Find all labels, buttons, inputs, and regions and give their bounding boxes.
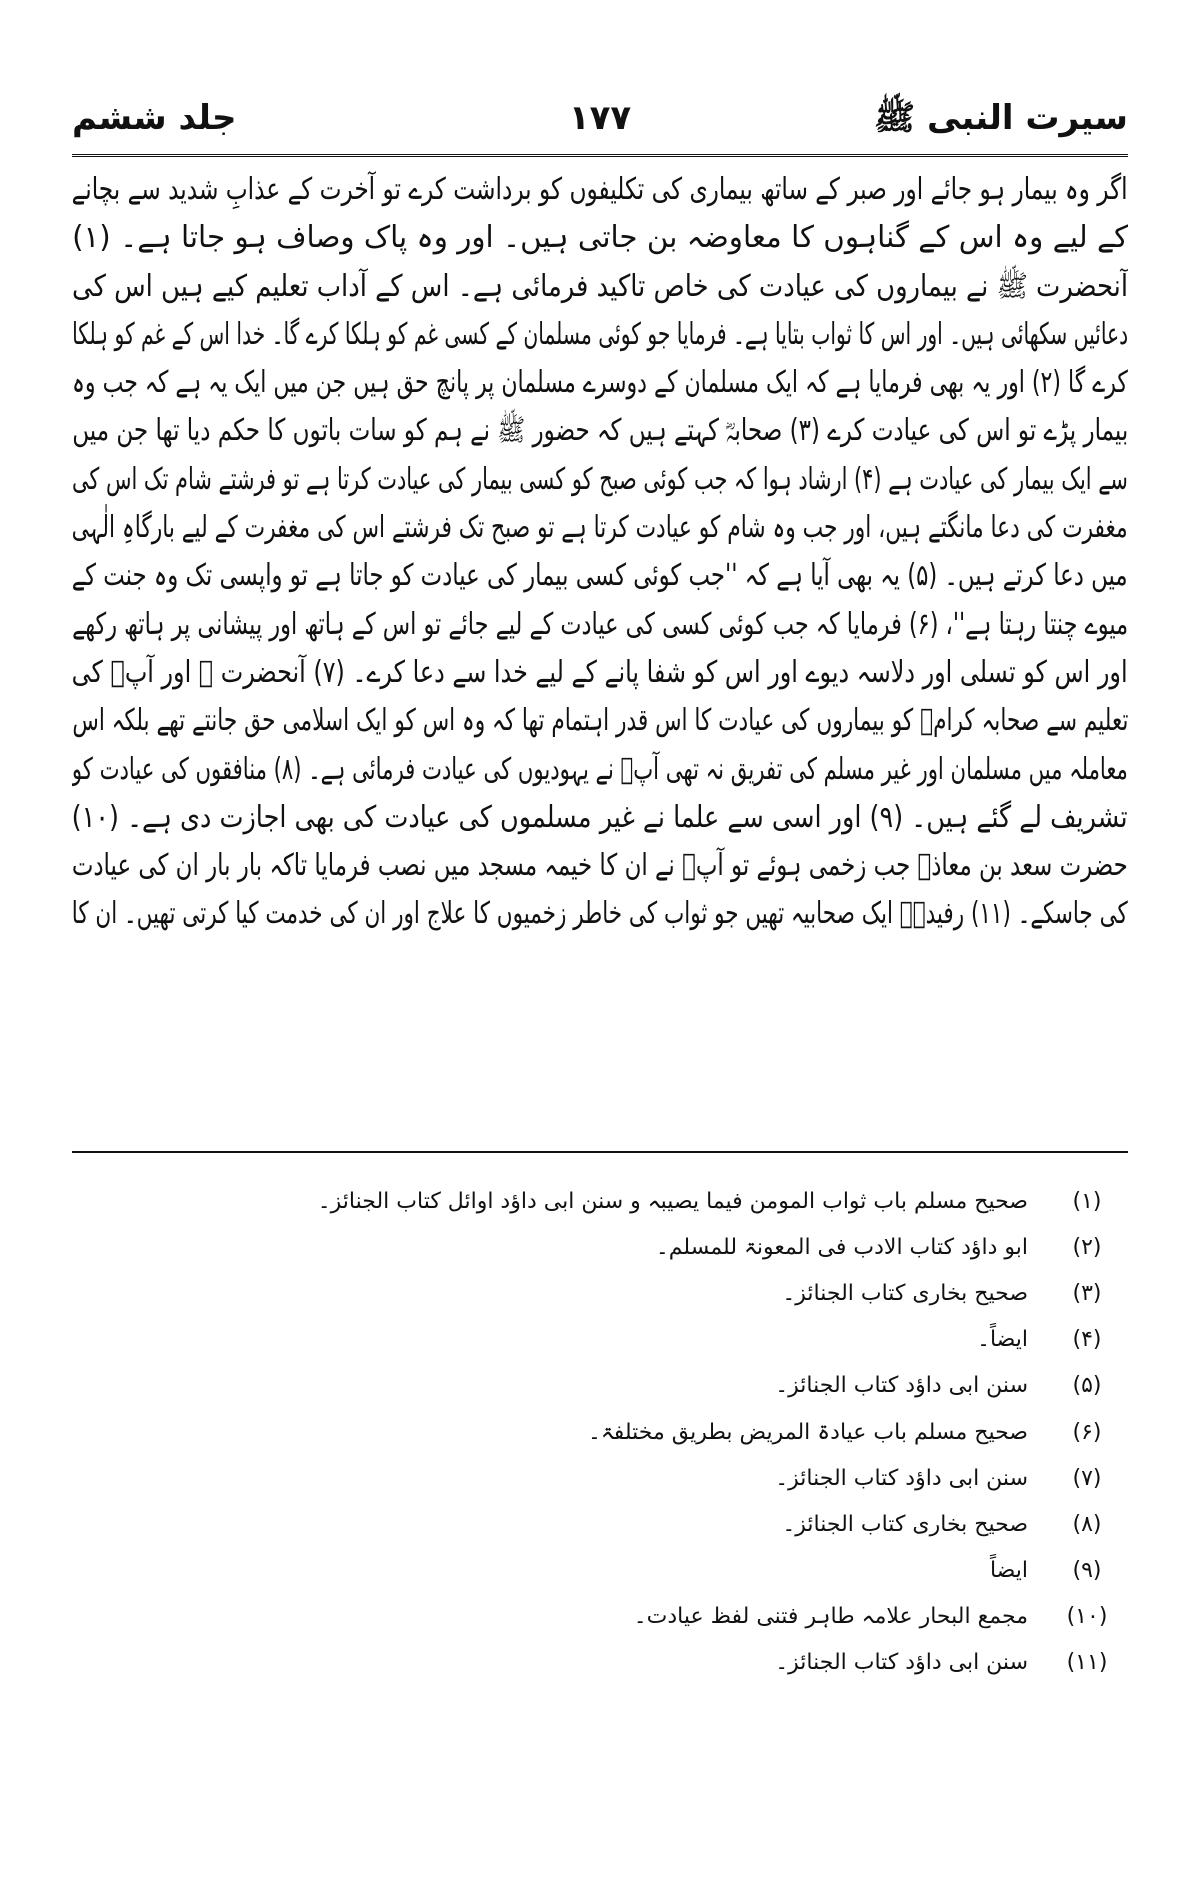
footnote-text: ایضاً۔: [977, 1327, 1028, 1353]
text-line: کی جاسکے۔ (۱۱) رفیدہؓ ایک صحابیہ تھیں جو ثواب کی خاطر زخمیوں کا علاج اور ان کی خدمت کیا کرتی تھیں۔ ان کا: [72, 896, 1128, 932]
paragraph-2: [72, 263, 1128, 843]
text-line: سے ایک بیمار کی عیادت ہے (۴) ارشاد ہوا کہ جب کوئی صبح کو کسی بیمار کی عیادت کرتا ہے تو فرشتے شام تک اس کی: [72, 461, 1128, 497]
footnote-item: [72, 1363, 1128, 1409]
footnote-item: [72, 1455, 1128, 1501]
footnote-text: سنن ابی داؤد کتاب الجنائز۔: [775, 1373, 1028, 1399]
footnote-item: [72, 1270, 1128, 1316]
text-line: اگر وہ بیمار ہو جائے اور صبر کے ساتھ بیماری کی تکلیفوں کو برداشت کرے تو آخرت کے عذابِ شدید سے بچانے: [72, 172, 1128, 207]
footnote-number: (۵): [1072, 1373, 1102, 1399]
footnote-item: [72, 1178, 1128, 1224]
footnote-text: صحیح بخاری کتاب الجنائز۔: [782, 1511, 1028, 1537]
footnotes: [72, 1178, 1128, 1686]
text-line: معاملہ میں مسلمان اور غیر مسلم کی تفریق نہ تھی آپؐ نے یہودیوں کی عیادت فرمائی ہے۔ (۸) منافقوں کی عیادت کو: [72, 751, 1128, 787]
footnote-text: صحیح مسلم باب عیادۃ المریض بطریق مختلفۃ۔: [587, 1419, 1028, 1445]
footnote-item: [72, 1317, 1128, 1363]
paragraph-1: [72, 166, 1128, 263]
footnote-number: (۴): [1072, 1327, 1102, 1353]
footnote-number: (۱۰): [1066, 1604, 1108, 1630]
footnote-text: صحیح بخاری کتاب الجنائز۔: [782, 1280, 1028, 1306]
text-line: تشریف لے گئے ہیں۔ (۹) اور اسی سے علما نے غیر مسلموں کی عیادت کی بھی اجازت دی ہے۔ (۱۰): [72, 799, 1128, 835]
text-line: دعائیں سکھائی ہیں۔ اور اس کا ثواب بتایا ہے۔ فرمایا جو کوئی مسلمان کے کسی غم کو ہلکا کرے گا۔ خدا اس کے غم کو ہلکا: [72, 316, 1128, 352]
footnote-text: صحیح مسلم باب ثواب المومن فیما یصیبہ و سنن ابی داؤد اوائل کتاب الجنائز۔: [317, 1188, 1028, 1214]
text-line: بیمار پڑے تو اس کی عیادت کرے (۳) صحابہؓ کہتے ہیں کہ حضور ﷺ نے ہم کو سات باتوں کا حکم دیا تھا جن میں: [72, 413, 1128, 449]
footnote-text: ابو داؤد کتاب الادب فی المعونۃ للمسلم۔: [655, 1234, 1028, 1260]
footnote-text: سنن ابی داؤد کتاب الجنائز۔: [775, 1465, 1028, 1491]
footnote-text: سنن ابی داؤد کتاب الجنائز۔: [775, 1650, 1028, 1676]
footnote-item: [72, 1594, 1128, 1640]
header-rule: [72, 154, 1128, 157]
footnote-number: (۷): [1072, 1465, 1102, 1491]
footnote-separator: [72, 1151, 1128, 1153]
book-title: سیرت النبی ﷺ: [874, 98, 1128, 138]
footnote-number: (۱): [1072, 1188, 1102, 1214]
footnote-number: (۱۱): [1066, 1650, 1108, 1676]
text-line: اور اس کو تسلی اور دلاسہ دیوے اور اس کو شفا پانے کے لیے خدا سے دعا کرے۔ (۷) آنحضرت ﷺ اور آپؐ کی: [72, 654, 1128, 690]
text-line: کرے گا (۲) اور یہ بھی فرمایا ہے کہ ایک مسلمان کے دوسرے مسلمان پر پانچ حق ہیں جن میں ایک یہ ہے کہ جب وہ: [72, 365, 1128, 401]
text-line: آنحضرت ﷺ نے بیماروں کی عیادت کی خاص تاکید فرمائی ہے۔ اس کے آداب تعلیم کیے ہیں اس کی: [72, 268, 1128, 304]
footnote-number: (۸): [1072, 1511, 1102, 1537]
footnote-item: [72, 1640, 1128, 1686]
footnote-item: [72, 1224, 1128, 1270]
footnote-text: مجمع البحار علامہ طاہر فتنی لفظ عیادت۔: [633, 1604, 1028, 1630]
text-line: کے لیے وہ اس کے گناہوں کا معاوضہ بن جاتی ہیں۔ اور وہ پاک وصاف ہو جاتا ہے۔ (۱): [72, 220, 1128, 256]
text-line: مغفرت کی دعا مانگتے ہیں، اور جب وہ شام کو عیادت کرتا ہے تو صبح تک فرشتے اس کی مغفرت کے لیے بارگاہِ الٰہی: [72, 510, 1128, 546]
text-line: حضرت سعد بن معاذؓ جب زخمی ہوئے تو آپؐ نے ان کا خیمہ مسجد میں نصب فرمایا تاکہ بار بار ان کی عیادت: [72, 848, 1128, 884]
footnote-item: [72, 1409, 1128, 1455]
body-text: [72, 166, 1128, 939]
footnote-item: [72, 1501, 1128, 1547]
footnote-item: [72, 1548, 1128, 1594]
footnote-number: (۳): [1072, 1280, 1102, 1306]
text-line: میوے چنتا رہتا ہے''، (۶) فرمایا کہ جب کوئی کسی کی عیادت کے لیے جائے تو اس کے ہاتھ اور پیشانی پر ہاتھ رکھے: [72, 606, 1128, 642]
paragraph-3: [72, 842, 1128, 939]
footnote-text: ایضاً: [989, 1558, 1028, 1584]
footnote-number: (۲): [1072, 1234, 1102, 1260]
footnote-number: (۹): [1072, 1558, 1102, 1584]
text-line: میں دعا کرتے ہیں۔ (۵) یہ بھی آیا ہے کہ ''جب کوئی کسی بیمار کی عیادت کو جاتا ہے تو واپسی تک وہ جنت کے: [72, 558, 1128, 594]
text-line: تعلیم سے صحابہ کرامؓ کو بیماروں کی عیادت کا اس قدر اہتمام تھا کہ وہ اس کو ایک اسلامی حق جانتے تھے بلکہ اس: [72, 703, 1128, 739]
page-number: ۱۷۷: [568, 98, 632, 138]
footnote-number: (۶): [1072, 1419, 1102, 1445]
volume-label: جلد ششم: [72, 98, 237, 138]
page-header: [72, 92, 1128, 152]
